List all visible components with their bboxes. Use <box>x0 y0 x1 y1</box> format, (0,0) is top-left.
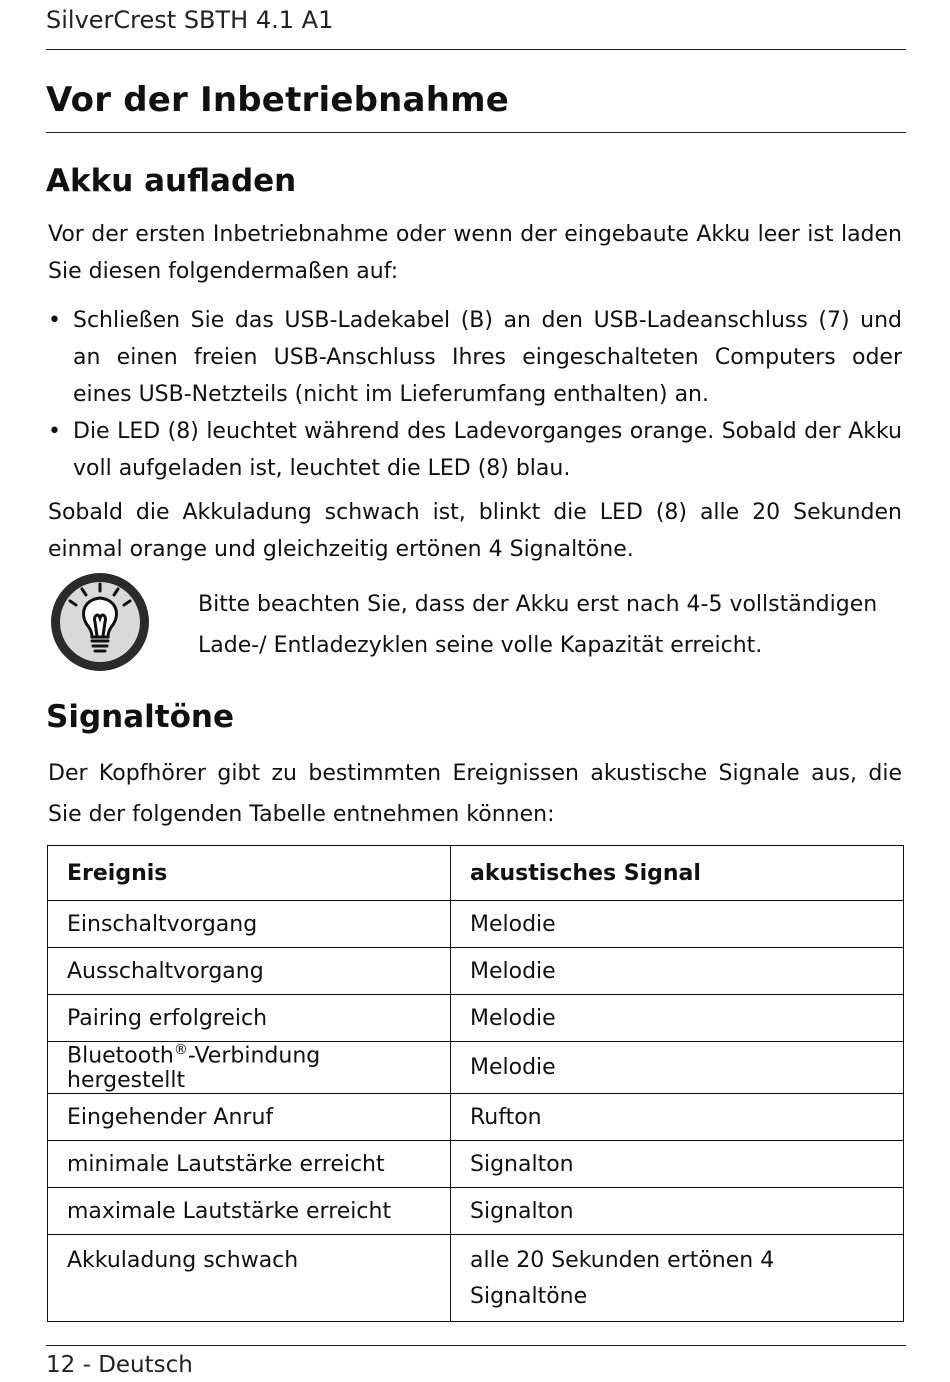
event-cell: Einschaltvorgang <box>48 901 451 948</box>
table-row <box>48 948 904 995</box>
signal-cell: Melodie <box>451 995 904 1042</box>
list-item <box>48 302 902 413</box>
column-header-event: Ereignis <box>48 846 451 901</box>
list-item-text: Schließen Sie das USB-Ladekabel (B) an den USB-Ladeanschluss (7) und an einen freien USB-Anschluss Ihres eingeschalteten Computers oder eines USB-Netzteils (nicht im Lieferumfang enthalten) an. <box>73 308 902 407</box>
list-item <box>48 413 902 487</box>
tip-box <box>48 570 908 680</box>
lightbulb-icon <box>48 570 152 674</box>
title-rule <box>46 132 906 133</box>
table-row <box>48 1042 904 1094</box>
signal-cell: Signalton <box>451 1141 904 1188</box>
footer-rule <box>46 1345 906 1346</box>
bullet-icon: • <box>48 419 61 444</box>
event-cell: minimale Lautstärke erreicht <box>48 1141 451 1188</box>
event-cell: Pairing erfolgreich <box>48 995 451 1042</box>
charge-steps <box>48 302 902 487</box>
table-row <box>48 1141 904 1188</box>
charge-intro: Vor der ersten Inbetriebnahme oder wenn der eingebaute Akku leer ist laden Sie diesen folgendermaßen auf: <box>48 222 902 284</box>
signal-cell: alle 20 Sekunden ertönen 4 Signaltöne <box>451 1235 904 1322</box>
signals-table <box>47 845 904 1322</box>
table-row <box>48 1094 904 1141</box>
list-item-text: Die LED (8) leuchtet während des Ladevorganges orange. Sobald der Akku voll aufgeladen ist, leuchtet die LED (8) blau. <box>73 419 902 481</box>
table-row <box>48 1235 904 1322</box>
signals-intro: Der Kopfhörer gibt zu bestimmten Ereignissen akustische Signale aus, die Sie der folgenden Tabelle entnehmen können: <box>48 761 902 827</box>
event-cell: Ausschaltvorgang <box>48 948 451 995</box>
page-number: 12 - Deutsch <box>46 1352 193 1378</box>
table-row <box>48 1188 904 1235</box>
page-title: Vor der Inbetriebnahme <box>46 80 509 120</box>
low-battery-note: Sobald die Akkuladung schwach ist, blinkt die LED (8) alle 20 Sekunden einmal orange und gleichzeitig ertönen 4 Signaltöne. <box>48 500 902 562</box>
bullet-icon: • <box>48 308 61 333</box>
header-rule <box>46 49 906 50</box>
table-row <box>48 995 904 1042</box>
section-heading-charge: Akku aufladen <box>46 163 297 199</box>
table-header-row <box>48 846 904 901</box>
signal-cell: Melodie <box>451 901 904 948</box>
signal-cell: Signalton <box>451 1188 904 1235</box>
column-header-signal: akustisches Signal <box>451 846 904 901</box>
signal-cell: Rufton <box>451 1094 904 1141</box>
section-heading-signals: Signaltöne <box>46 699 234 735</box>
table-row <box>48 901 904 948</box>
event-cell: Eingehender Anruf <box>48 1094 451 1141</box>
event-cell: Bluetooth®-Verbindung hergestellt <box>48 1042 451 1094</box>
signal-cell: Melodie <box>451 1042 904 1094</box>
running-header: SilverCrest SBTH 4.1 A1 <box>46 6 334 34</box>
event-cell: Akkuladung schwach <box>48 1235 451 1322</box>
signal-cell: Melodie <box>451 948 904 995</box>
tip-text: Bitte beachten Sie, dass der Akku erst nach 4-5 vollständigen Lade-/ Entladezyklen seine volle Kapazität erreicht. <box>198 592 878 658</box>
event-cell: maximale Lautstärke erreicht <box>48 1188 451 1235</box>
